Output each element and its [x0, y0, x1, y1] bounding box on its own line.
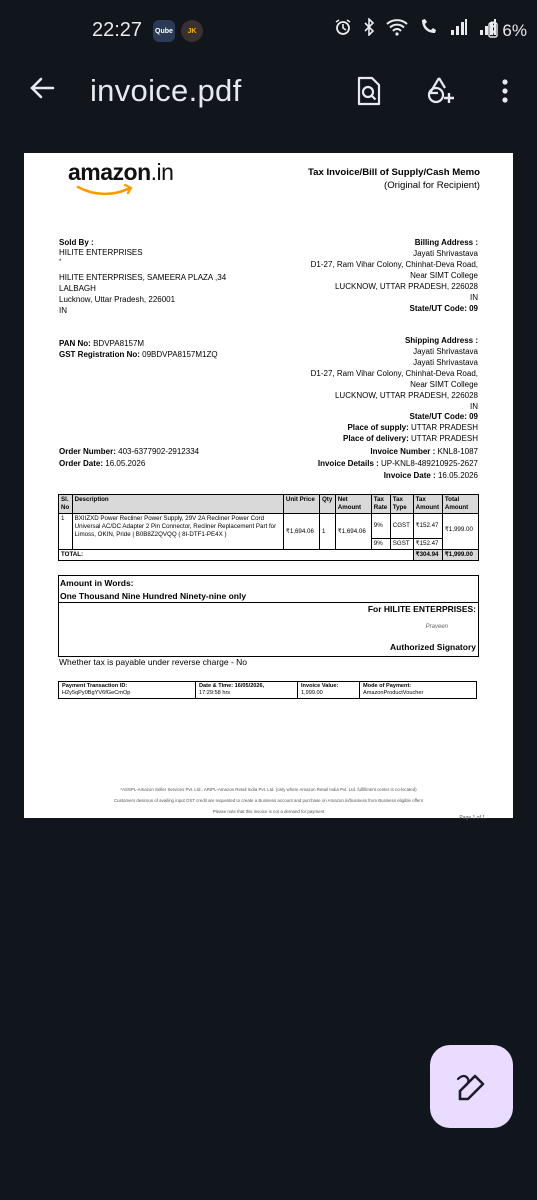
item-tax-amount: ₹152.47	[413, 514, 442, 539]
shipping-address-label: Shipping Address :	[404, 336, 478, 345]
footer-note: *ASSPL-Amazon Seller Services Pvt. Ltd., ARIPL-Amazon Retail India Pvt. Ltd. (only where Amazon Retail India Pvt. Ltd. fulfillment center is co-located)	[120, 787, 417, 792]
battery-charging-icon	[488, 21, 498, 38]
payment-transaction-cell: Payment Transaction ID: H2y5qPy0BgYV6fGeCmOp	[59, 682, 196, 699]
item-total-amount: ₹1,999.00	[442, 514, 478, 550]
amount-in-words-box	[58, 575, 479, 603]
seller-mark: *	[59, 259, 62, 265]
billing-address-label: Billing Address :	[414, 238, 478, 247]
seller-address-line: LALBAGH	[59, 284, 96, 293]
table-header-row	[59, 495, 479, 514]
shipping-address-line: D1-27, Ram Vihar Colony, Chinhat-Deva Road,	[310, 369, 478, 378]
pan-row: PAN No: BDVPA8157M	[59, 339, 145, 348]
seller-name: HILITE ENTERPRISES	[59, 248, 143, 257]
item-tax-rate: 9%	[371, 514, 390, 539]
shapes-add-icon	[425, 75, 457, 107]
payment-mode-cell: Mode of Payment: AmazonProductVoucher	[360, 682, 477, 699]
total-amount: ₹1,999.00	[442, 550, 478, 561]
status-bar	[0, 0, 537, 62]
column-header: Unit Price	[283, 495, 319, 514]
invoice-number: Invoice Number : KNL8-1087	[370, 447, 478, 456]
add-shape-button[interactable]	[424, 74, 458, 108]
item-description: BXIIZXD Power Recliner Power Supply, 29V 2A Recliner Power Cord Universal AC/DC Adapter 2 Pin Connector, Recliner Replacement Part for Limoss, OKIN, Pride | B0B8Z2QVQQ ( 8I-DTF1-PE4X )	[72, 514, 283, 550]
item-tax-type: SGST	[390, 539, 413, 550]
item-tax-rate: 9%	[371, 539, 390, 550]
edit-annotate-fab[interactable]	[430, 1045, 513, 1128]
authorized-signatory: Authorized Signatory	[390, 642, 476, 652]
total-label: TOTAL:	[59, 550, 414, 561]
column-header: Tax Amount	[413, 495, 442, 514]
signature-image: Praveen	[425, 624, 448, 630]
document-title: invoice.pdf	[90, 73, 242, 108]
payment-table	[58, 681, 477, 699]
clock: 22:27	[92, 19, 143, 41]
amount-words-label: Amount in Words:	[60, 578, 134, 588]
battery-indicator	[488, 21, 527, 41]
invoice-subheading: (Original for Recipient)	[384, 180, 480, 191]
call-signal-icon	[419, 18, 439, 36]
shipping-state-code: State/UT Code: 09	[409, 412, 478, 421]
shipping-address-line: Near SIMT College	[410, 380, 478, 389]
column-header: Tax Type	[390, 495, 413, 514]
item-tax-amount: ₹152.47	[413, 539, 442, 550]
more-vert-icon	[501, 78, 509, 104]
footer-note: Please note that this invoice is not a demand for payment	[212, 809, 325, 814]
shipping-name: Jayati Shrivastava	[413, 358, 478, 367]
item-net-amount: ₹1,694.06	[335, 514, 371, 550]
payment-datetime-cell: Date & Time: 16/05/2026, 17:29:58 hrs	[196, 682, 298, 699]
page-number: Page 1 of 1	[459, 815, 485, 821]
arrow-back-icon	[29, 75, 55, 101]
invoice-heading: Tax Invoice/Bill of Supply/Cash Memo	[307, 167, 480, 178]
billing-address-line: Near SIMT College	[410, 271, 478, 280]
back-button[interactable]	[26, 75, 58, 107]
bluetooth-icon	[363, 18, 375, 36]
item-unit-price: ₹1,694.06	[283, 514, 319, 550]
column-header: Net Amount	[335, 495, 371, 514]
battery-percent: 6%	[502, 21, 527, 40]
table-row	[59, 514, 479, 539]
for-seller-label: For HILITE ENTERPRISES:	[367, 604, 476, 614]
items-table	[58, 494, 479, 561]
reverse-charge-note: Whether tax is payable under reverse charge - No	[59, 657, 248, 667]
amazon-smile-icon	[76, 184, 136, 196]
more-options-button[interactable]	[488, 74, 522, 108]
footer-note: Customers desirous of availing input GST credit are requested to create a Business account and purchase on Amazon.in/business from Business eligible offers	[113, 798, 424, 803]
shipping-address-line: LUCKNOW, UTTAR PRADESH, 226028	[334, 391, 478, 400]
shipping-name: Jayati Shrivastava	[413, 347, 478, 356]
invoice-details: Invoice Details : UP-KNL8-489210925-2627	[317, 459, 478, 468]
item-qty: 1	[319, 514, 335, 550]
column-header: Description	[72, 495, 283, 514]
invoice-date: Invoice Date : 16.05.2026	[383, 471, 478, 480]
amazon-logo: amazon.in	[68, 159, 174, 185]
billing-state-code: State/UT Code: 09	[409, 304, 478, 313]
seller-address-line: IN	[59, 306, 67, 315]
pdf-page	[24, 153, 513, 821]
toolbar	[0, 62, 537, 124]
seller-address-line: Lucknow, Uttar Pradesh, 226001	[59, 295, 176, 304]
draw-pen-icon	[455, 1070, 489, 1104]
jk-app-icon: JK	[181, 20, 203, 42]
billing-name: Jayati Shrivastava	[413, 249, 478, 258]
column-header: Tax Rate	[371, 495, 390, 514]
shipping-address-line: IN	[470, 402, 478, 411]
column-header: Qty	[319, 495, 335, 514]
payment-row	[59, 682, 477, 699]
total-row	[59, 550, 479, 561]
qube-app-icon: Qube	[153, 20, 175, 42]
place-of-supply: Place of supply: UTTAR PRADESH	[347, 423, 478, 432]
total-tax: ₹304.94	[413, 550, 442, 561]
wifi-icon	[386, 18, 408, 36]
signature-box	[58, 601, 479, 657]
billing-address-line: LUCKNOW, UTTAR PRADESH, 226028	[334, 282, 478, 291]
amount-words-value: One Thousand Nine Hundred Ninety-nine only	[60, 591, 247, 601]
invoice-value-cell: Invoice Value: 1,999.00	[298, 682, 360, 699]
seller-address-line: HILITE ENTERPRISES, SAMEERA PLAZA ,34	[59, 273, 227, 282]
item-tax-type: CGST	[390, 514, 413, 539]
sold-by-label: Sold By :	[59, 238, 94, 247]
item-sl: 1	[59, 514, 73, 550]
gst-row: GST Registration No: 09BDVPA8157M1ZQ	[59, 350, 218, 359]
order-number: Order Number: 403-6377902-2912334	[59, 447, 200, 456]
billing-address-line: IN	[470, 293, 478, 302]
column-header: Total Amount	[442, 495, 478, 514]
column-header: Sl. No	[59, 495, 73, 514]
signal-icon-1	[450, 18, 468, 36]
billing-address-line: D1-27, Ram Vihar Colony, Chinhat-Deva Road,	[310, 260, 478, 269]
search-in-document-button[interactable]	[352, 74, 386, 108]
status-icons	[334, 18, 497, 36]
alarm-icon	[334, 18, 352, 36]
place-of-delivery: Place of delivery: UTTAR PRADESH	[342, 434, 478, 443]
search-document-icon	[356, 76, 382, 106]
order-date: Order Date: 16.05.2026	[59, 459, 146, 468]
